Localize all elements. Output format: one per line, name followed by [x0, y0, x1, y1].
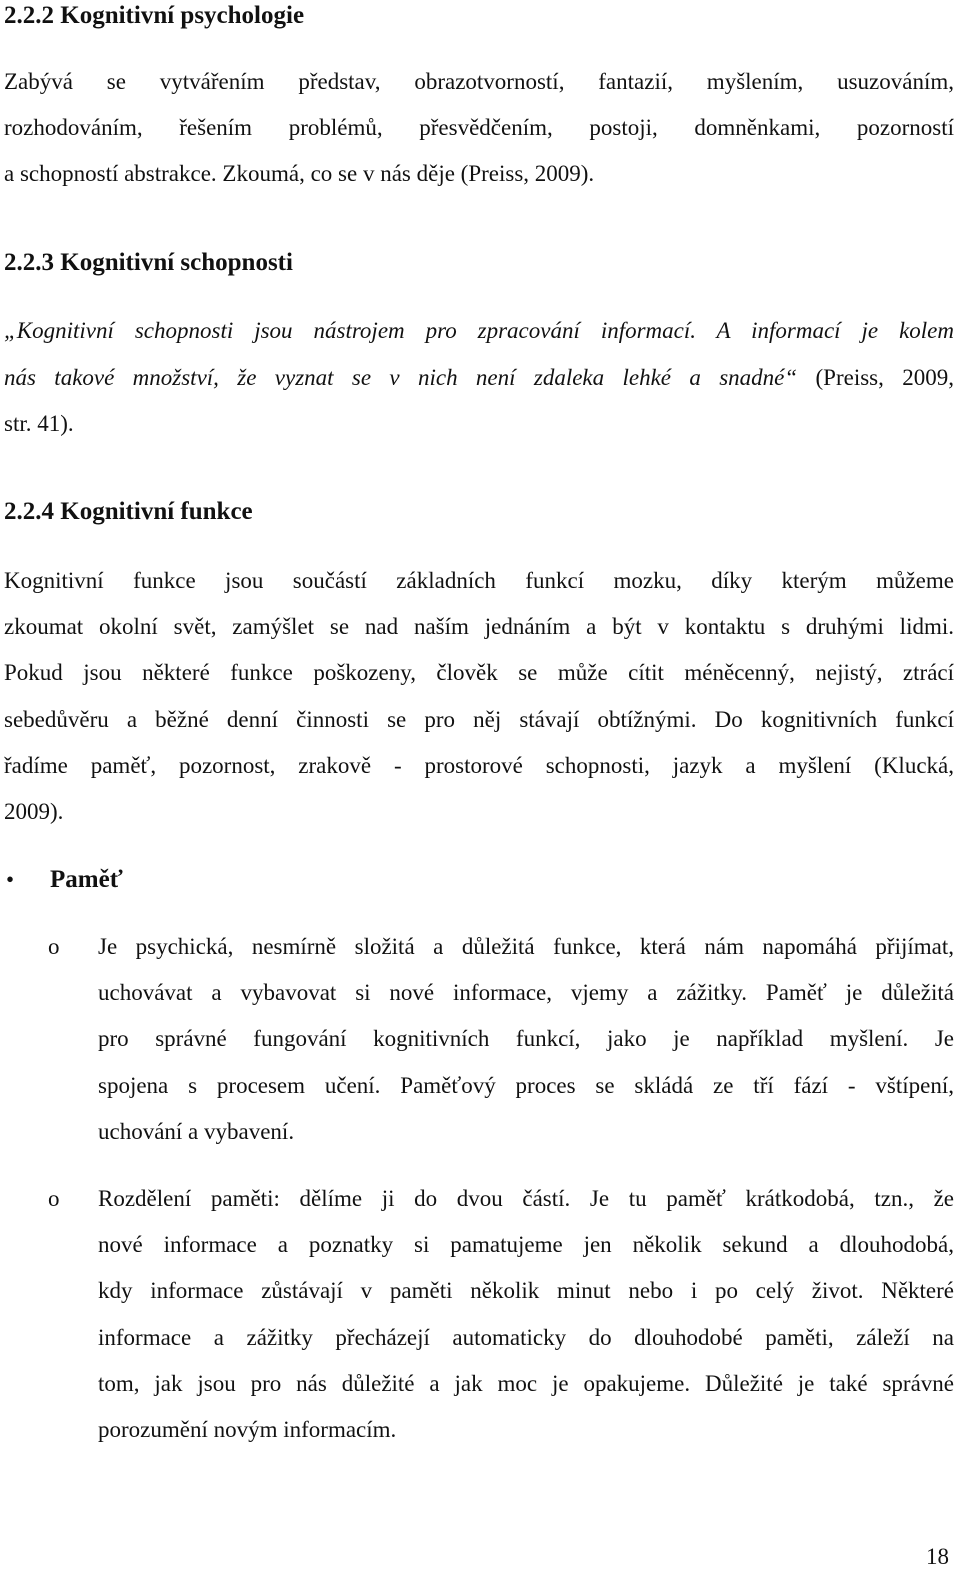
paragraph-line: a schopností abstrakce. Zkoumá, co se v nás děje (Preiss, 2009).: [4, 161, 595, 186]
page-number: 18: [926, 1544, 949, 1569]
list-item-line: uchování a vybavení.: [98, 1119, 295, 1144]
paragraph-line: zkoumat okolní svět, zamýšlet se nad naším jednáním a být v kontaktu s druhými lidmi.: [4, 614, 954, 639]
list-item-line: tom, jak jsou pro nás důležité a jak moc je opakujeme. Důležité je také správné: [98, 1371, 954, 1396]
quote-line: [4, 364, 954, 392]
section-heading-2-2-2: 2.2.2 Kognitivní psychologie: [4, 2, 305, 29]
paragraph-line: rozhodováním, řešením problémů, přesvědčením, postoji, domněnkami, pozorností: [4, 115, 954, 140]
paragraph-line: Kognitivní funkce jsou součástí základních funkcí mozku, díky kterým můžeme: [4, 568, 954, 593]
list-item-line: Rozdělení paměti: dělíme ji do dvou částí. Je tu paměť krátkodobá, tzn., že: [98, 1186, 954, 1211]
paragraph-line: 2009).: [4, 799, 64, 824]
paragraph-line: sebedůvěru a běžné denní činnosti se pro něj stávají obtížnými. Do kognitivních funkcí: [4, 707, 954, 732]
list-item-line: informace a zážitky přecházejí automaticky do dlouhodobé paměti, záleží na: [98, 1325, 954, 1350]
paragraph-line: Zabývá se vytvářením představ, obrazotvorností, fantazií, myšlením, usuzováním,: [4, 69, 954, 94]
paragraph-line: řadíme paměť, pozornost, zrakově - prostorové schopnosti, jazyk a myšlení (Klucká,: [4, 753, 954, 778]
sub-bullet-marker: o: [48, 934, 60, 959]
list-item-line: kdy informace zůstávají v paměti několik minut nebo i po celý život. Některé: [98, 1278, 954, 1303]
list-item-line: pro správné fungování kognitivních funkcí, jako je například myšlení. Je: [98, 1026, 954, 1051]
quote-line: „Kognitivní schopnosti jsou nástrojem pro zpracování informací. A informací je kolem: [4, 318, 954, 343]
citation-text: (Preiss, 2009,: [797, 365, 954, 390]
list-item-line: Je psychická, nesmírně složitá a důležitá funkce, která nám napomáhá přijímat,: [98, 934, 954, 959]
section-heading-2-2-3: 2.2.3 Kognitivní schopnosti: [4, 249, 293, 276]
list-item-line: spojena s procesem učení. Paměťový proces se skládá ze tří fází - vštípení,: [98, 1073, 954, 1098]
bullet-marker: •: [6, 867, 15, 892]
list-item-line: nové informace a poznatky si pamatujeme jen několik sekund a dlouhodobá,: [98, 1232, 954, 1257]
list-item-line: porozumění novým informacím.: [98, 1417, 397, 1442]
list-item-line: uchovávat a vybavovat si nové informace, vjemy a zážitky. Paměť je důležitá: [98, 980, 954, 1005]
citation-line: str. 41).: [4, 411, 74, 436]
quote-text: nás takové množství, že vyznat se v nich není zdaleka lehké a snadné“: [4, 365, 798, 390]
bullet-title: Paměť: [50, 866, 123, 893]
sub-bullet-marker: o: [48, 1186, 60, 1211]
section-heading-2-2-4: 2.2.4 Kognitivní funkce: [4, 498, 253, 525]
paragraph-line: Pokud jsou některé funkce poškozeny, člověk se může cítit méněcenný, nejistý, ztrácí: [4, 660, 954, 685]
